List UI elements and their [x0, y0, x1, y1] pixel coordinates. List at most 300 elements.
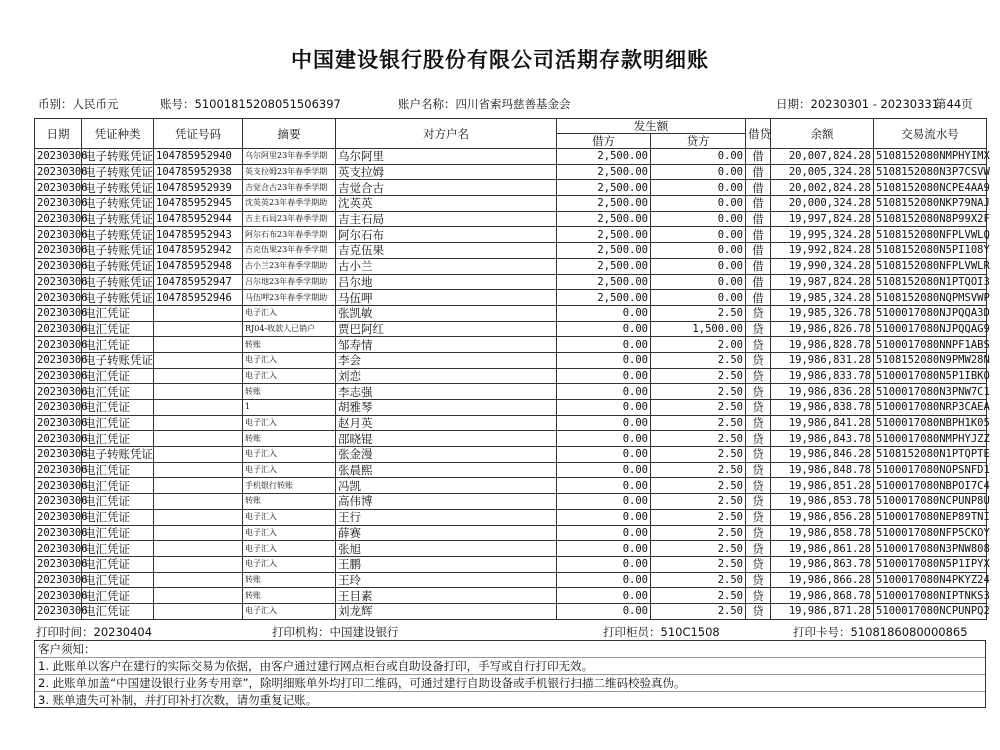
cell-serial: 5100017080NJPQQAG9: [874, 321, 987, 337]
table-row: [35, 400, 987, 416]
cell-dc: 贷: [746, 415, 771, 431]
cell-serial: 5100017080NCPUNP8U: [874, 494, 987, 510]
cell-counterparty: 冯凯: [336, 478, 557, 494]
cell-voucher-no: [154, 603, 243, 619]
cell-voucher-type: 电汇凭证: [82, 305, 154, 321]
cell-credit: 2.50: [651, 588, 746, 604]
table-row: [35, 149, 987, 165]
cell-counterparty: 李志强: [336, 384, 557, 400]
col-date: 日期: [35, 119, 82, 149]
cell-voucher-type: 电汇凭证: [82, 321, 154, 337]
cell-voucher-no: [154, 462, 243, 478]
cell-dc: 借: [746, 149, 771, 165]
cell-dc: 贷: [746, 509, 771, 525]
cell-serial: 5108152080NFPLVWLR: [874, 258, 987, 274]
cell-dc: 贷: [746, 525, 771, 541]
cell-summary: 电子汇入: [243, 525, 336, 541]
cell-counterparty: 张凯敏: [336, 305, 557, 321]
table-row: [35, 462, 987, 478]
cell-credit: 0.00: [651, 196, 746, 212]
cell-balance: 19,986,866.28: [771, 572, 874, 588]
cell-serial: 5100017080NBPOI7C4: [874, 478, 987, 494]
cell-debit: 0.00: [557, 478, 651, 494]
cell-voucher-type: 电子转账凭证: [82, 227, 154, 243]
cell-dc: 借: [746, 164, 771, 180]
cell-dc: 借: [746, 258, 771, 274]
cell-balance: 19,986,831.28: [771, 352, 874, 368]
cell-date: 20230306: [35, 494, 82, 510]
cell-dc: 借: [746, 196, 771, 212]
table-row: [35, 227, 987, 243]
cell-date: 20230306: [35, 478, 82, 494]
cell-balance: 19,986,841.28: [771, 415, 874, 431]
cell-balance: 19,987,824.28: [771, 274, 874, 290]
cell-balance: 19,986,856.28: [771, 509, 874, 525]
print-time: 打印时间：20230404: [36, 625, 153, 639]
cell-counterparty: 王鹏: [336, 556, 557, 572]
cell-date: 20230306: [35, 572, 82, 588]
cell-summary: 电子汇入: [243, 447, 336, 463]
col-dc: 借贷: [746, 119, 771, 149]
cell-date: 20230306: [35, 588, 82, 604]
cell-voucher-no: 104785952946: [154, 290, 243, 306]
cell-credit: 2.50: [651, 305, 746, 321]
cell-serial: 5100017080NOPSNFD1: [874, 462, 987, 478]
table-row: [35, 274, 987, 290]
cell-counterparty: 刘恋: [336, 368, 557, 384]
table-row: [35, 164, 987, 180]
cell-serial: 5100017080NFP5CKOY: [874, 525, 987, 541]
cell-voucher-type: 电子转账凭证: [82, 447, 154, 463]
cell-credit: 0.00: [651, 258, 746, 274]
cell-credit: 0.00: [651, 164, 746, 180]
cell-debit: 0.00: [557, 588, 651, 604]
cell-credit: 0.00: [651, 227, 746, 243]
cell-credit: 2.50: [651, 415, 746, 431]
cell-summary: 电子汇入: [243, 352, 336, 368]
cell-counterparty: 张晨熙: [336, 462, 557, 478]
cell-dc: 贷: [746, 384, 771, 400]
cell-voucher-type: 电汇凭证: [82, 572, 154, 588]
cell-date: 20230306: [35, 525, 82, 541]
cell-counterparty: 王目素: [336, 588, 557, 604]
cell-date: 20230306: [35, 274, 82, 290]
cell-summary: 电子汇入: [243, 305, 336, 321]
cell-serial: 5108152080N9PMW28N: [874, 352, 987, 368]
cell-serial: 5100017080N4PKYZ24: [874, 572, 987, 588]
table-row: [35, 415, 987, 431]
table-row: [35, 321, 987, 337]
cell-date: 20230306: [35, 509, 82, 525]
cell-voucher-no: [154, 447, 243, 463]
col-counterparty: 对方户名: [336, 119, 557, 149]
cell-summary: 古小兰23年春季学期助: [243, 258, 336, 274]
cell-debit: 0.00: [557, 400, 651, 416]
cell-credit: 2.50: [651, 572, 746, 588]
cell-balance: 19,986,838.78: [771, 400, 874, 416]
account-number: 账号：51001815208051506397: [160, 97, 341, 111]
cell-dc: 贷: [746, 572, 771, 588]
cell-counterparty: 乌尔阿里: [336, 149, 557, 165]
notes-item: 2. 此账单加盖“中国建设银行业务专用章”，除明细账单外均打印二维码，可通过建行自助设备或手机银行扫描二维码校验真伪。: [35, 675, 985, 692]
cell-date: 20230306: [35, 556, 82, 572]
cell-credit: 2.50: [651, 368, 746, 384]
table-row: [35, 494, 987, 510]
cell-serial: 5100017080NIPTNKS3: [874, 588, 987, 604]
cell-voucher-no: [154, 572, 243, 588]
cell-dc: 贷: [746, 305, 771, 321]
ledger-table: [34, 118, 990, 620]
cell-balance: 19,986,836.28: [771, 384, 874, 400]
cell-voucher-no: 104785952940: [154, 149, 243, 165]
cell-debit: 0.00: [557, 509, 651, 525]
cell-voucher-type: 电汇凭证: [82, 384, 154, 400]
cell-credit: 2.00: [651, 337, 746, 353]
cell-voucher-type: 电子转账凭证: [82, 211, 154, 227]
cell-voucher-type: 电汇凭证: [82, 588, 154, 604]
cell-date: 20230306: [35, 431, 82, 447]
cell-date: 20230306: [35, 243, 82, 259]
table-row: [35, 258, 987, 274]
cell-serial: 5100017080N3PNW808: [874, 541, 987, 557]
print-org: 打印机构：中国建设银行: [272, 625, 399, 639]
cell-date: 20230306: [35, 368, 82, 384]
cell-voucher-no: [154, 400, 243, 416]
cell-dc: 贷: [746, 603, 771, 619]
cell-counterparty: 马伍呷: [336, 290, 557, 306]
cell-date: 20230306: [35, 337, 82, 353]
cell-balance: 19,986,871.28: [771, 603, 874, 619]
cell-voucher-no: [154, 509, 243, 525]
cell-credit: 2.50: [651, 509, 746, 525]
cell-debit: 2,500.00: [557, 258, 651, 274]
cell-debit: 2,500.00: [557, 196, 651, 212]
cell-dc: 借: [746, 274, 771, 290]
cell-dc: 贷: [746, 541, 771, 557]
table-row: [35, 525, 987, 541]
table-row: [35, 243, 987, 259]
cell-voucher-no: [154, 556, 243, 572]
cell-date: 20230306: [35, 196, 82, 212]
page-number: 第44页: [935, 97, 973, 111]
cell-summary: 电子汇入: [243, 556, 336, 572]
cell-voucher-type: 电子转账凭证: [82, 258, 154, 274]
cell-summary: 电子汇入: [243, 541, 336, 557]
cell-serial: 5100017080N5P1IPYX: [874, 556, 987, 572]
cell-serial: 5100017080N5P1IBKO: [874, 368, 987, 384]
cell-voucher-type: 电子转账凭证: [82, 290, 154, 306]
table-row: [35, 556, 987, 572]
cell-balance: 19,997,824.28: [771, 211, 874, 227]
cell-serial: 5100017080NEP89TNI: [874, 509, 987, 525]
cell-debit: 0.00: [557, 305, 651, 321]
cell-voucher-no: [154, 541, 243, 557]
cell-serial: 5108152080N3P7CSVW: [874, 164, 987, 180]
cell-dc: 贷: [746, 368, 771, 384]
notes-item: 3. 账单遗失可补制，并打印补打次数，请勿重复记账。: [38, 693, 318, 707]
cell-counterparty: 张旭: [336, 541, 557, 557]
col-balance: 余额: [771, 119, 874, 149]
cell-date: 20230306: [35, 227, 82, 243]
cell-voucher-no: [154, 352, 243, 368]
cell-voucher-no: 104785952944: [154, 211, 243, 227]
cell-debit: 0.00: [557, 352, 651, 368]
cell-credit: 2.50: [651, 541, 746, 557]
cell-credit: 2.50: [651, 400, 746, 416]
cell-credit: 2.50: [651, 556, 746, 572]
cell-date: 20230306: [35, 462, 82, 478]
cell-counterparty: 李会: [336, 352, 557, 368]
table-row: [35, 509, 987, 525]
table-row: [35, 603, 987, 619]
cell-voucher-type: 电汇凭证: [82, 541, 154, 557]
cell-debit: 0.00: [557, 337, 651, 353]
cell-dc: 借: [746, 211, 771, 227]
cell-counterparty: 贾巴阿红: [336, 321, 557, 337]
cell-balance: 20,002,824.28: [771, 180, 874, 196]
cell-credit: 2.50: [651, 384, 746, 400]
col-amount-group: 发生额: [557, 119, 746, 134]
table-row: [35, 352, 987, 368]
cell-voucher-no: [154, 431, 243, 447]
cell-voucher-type: 电汇凭证: [82, 368, 154, 384]
cell-serial: 5108152080NFPLVWLQ: [874, 227, 987, 243]
cell-summary: 1: [243, 400, 336, 416]
cell-counterparty: 吉克伍果: [336, 243, 557, 259]
cell-debit: 0.00: [557, 525, 651, 541]
cell-debit: 2,500.00: [557, 149, 651, 165]
cell-debit: 0.00: [557, 556, 651, 572]
cell-credit: 0.00: [651, 243, 746, 259]
cell-debit: 2,500.00: [557, 180, 651, 196]
ledger-body: [35, 149, 990, 620]
cell-serial: 5108152080NKP79NAJ: [874, 196, 987, 212]
cell-summary: 转账: [243, 494, 336, 510]
cell-serial: 5100017080NBPH1K05: [874, 415, 987, 431]
cell-voucher-no: [154, 305, 243, 321]
cell-voucher-type: 电子转账凭证: [82, 243, 154, 259]
cell-date: 20230306: [35, 305, 82, 321]
cell-credit: 2.50: [651, 478, 746, 494]
cell-dc: 借: [746, 227, 771, 243]
document-title: 中国建设银行股份有限公司活期存款明细账: [291, 48, 709, 72]
cell-debit: 2,500.00: [557, 243, 651, 259]
cell-credit: 2.50: [651, 431, 746, 447]
cell-serial: 5100017080NRP3CAEA: [874, 400, 987, 416]
print-counter: 打印柜员：510C1508: [603, 625, 720, 639]
table-row: [35, 478, 987, 494]
customer-notes: [34, 640, 986, 708]
cell-debit: 0.00: [557, 431, 651, 447]
cell-debit: 0.00: [557, 603, 651, 619]
cell-dc: 贷: [746, 447, 771, 463]
cell-voucher-no: [154, 525, 243, 541]
table-row: [35, 447, 987, 463]
cell-balance: 19,986,848.78: [771, 462, 874, 478]
table-row: [35, 180, 987, 196]
cell-voucher-type: 电子转账凭证: [82, 196, 154, 212]
cell-credit: 2.50: [651, 603, 746, 619]
cell-counterparty: 阿尔石布: [336, 227, 557, 243]
cell-voucher-no: 104785952943: [154, 227, 243, 243]
cell-voucher-type: 电汇凭证: [82, 400, 154, 416]
cell-serial: 5108152080N1PTQOI3: [874, 274, 987, 290]
cell-counterparty: 沈英英: [336, 196, 557, 212]
cell-balance: 19,986,853.78: [771, 494, 874, 510]
cell-balance: 19,990,324.28: [771, 258, 874, 274]
cell-date: 20230306: [35, 290, 82, 306]
table-row: [35, 368, 987, 384]
cell-voucher-type: 电汇凭证: [82, 509, 154, 525]
table-row: [35, 431, 987, 447]
cell-balance: 20,007,824.28: [771, 149, 874, 165]
cell-credit: 2.50: [651, 494, 746, 510]
cell-date: 20230306: [35, 149, 82, 165]
cell-voucher-type: 电汇凭证: [82, 431, 154, 447]
print-card: 打印卡号：5108186080000865: [793, 625, 968, 639]
cell-summary: 手机银行转账: [243, 478, 336, 494]
cell-voucher-type: 电子转账凭证: [82, 352, 154, 368]
cell-counterparty: 王行: [336, 509, 557, 525]
notes-heading: 客户须知：: [35, 641, 985, 658]
cell-dc: 贷: [746, 494, 771, 510]
cell-debit: 2,500.00: [557, 211, 651, 227]
cell-date: 20230306: [35, 415, 82, 431]
col-voucher-no: 凭证号码: [154, 119, 243, 149]
notes-item: 1. 此账单以客户在建行的实际交易为依据，由客户通过建行网点柜台或自助设备打印，手写或自行打印无效。: [35, 658, 985, 675]
cell-dc: 贷: [746, 462, 771, 478]
cell-summary: 沈英英23年春季学期助: [243, 196, 336, 212]
cell-dc: 借: [746, 290, 771, 306]
table-row: [35, 196, 987, 212]
cell-summary: 电子汇入: [243, 603, 336, 619]
cell-summary: 阿尔石布23年春季学期: [243, 227, 336, 243]
cell-balance: 19,986,828.78: [771, 337, 874, 353]
cell-voucher-no: [154, 384, 243, 400]
cell-serial: 5100017080NMPHYJZZ: [874, 431, 987, 447]
cell-voucher-type: 电汇凭证: [82, 494, 154, 510]
table-row: [35, 290, 987, 306]
cell-dc: 贷: [746, 431, 771, 447]
cell-serial: 5108152080N5PI108Y: [874, 243, 987, 259]
cell-date: 20230306: [35, 211, 82, 227]
currency-label: 币别：人民币元: [38, 97, 119, 111]
cell-serial: 5108152080N1PTQPTE: [874, 447, 987, 463]
cell-voucher-no: [154, 321, 243, 337]
cell-summary: 英支拉姆23年春季学期: [243, 164, 336, 180]
cell-summary: 电子汇入: [243, 415, 336, 431]
cell-voucher-type: 电子转账凭证: [82, 274, 154, 290]
cell-voucher-type: 电汇凭证: [82, 462, 154, 478]
cell-balance: 19,986,843.78: [771, 431, 874, 447]
table-row: [35, 541, 987, 557]
cell-summary: RJ04-收款人已销户: [243, 321, 336, 337]
cell-counterparty: 邹寿情: [336, 337, 557, 353]
date-range: 日期：20230301 - 20230331: [776, 97, 940, 111]
cell-voucher-no: [154, 337, 243, 353]
table-row: [35, 588, 987, 604]
cell-serial: 5108152080NMPHYIMX: [874, 149, 987, 165]
cell-dc: 贷: [746, 352, 771, 368]
table-row: [35, 337, 987, 353]
cell-summary: 吉主石局23年春季学期: [243, 211, 336, 227]
cell-summary: 转账: [243, 337, 336, 353]
cell-balance: 20,000,324.28: [771, 196, 874, 212]
cell-balance: 20,005,324.28: [771, 164, 874, 180]
cell-credit: 0.00: [651, 180, 746, 196]
cell-voucher-no: [154, 588, 243, 604]
cell-summary: 吉克伍果23年春季学期: [243, 243, 336, 259]
cell-credit: 2.50: [651, 462, 746, 478]
cell-dc: 贷: [746, 588, 771, 604]
cell-credit: 0.00: [651, 290, 746, 306]
cell-date: 20230306: [35, 384, 82, 400]
cell-debit: 0.00: [557, 415, 651, 431]
col-voucher-type: 凭证种类: [82, 119, 154, 149]
cell-serial: 5108152080NQPMSVWP: [874, 290, 987, 306]
cell-credit: 0.00: [651, 274, 746, 290]
cell-balance: 19,986,861.28: [771, 541, 874, 557]
cell-voucher-type: 电汇凭证: [82, 337, 154, 353]
cell-voucher-no: [154, 478, 243, 494]
cell-balance: 19,985,324.28: [771, 290, 874, 306]
col-serial: 交易流水号: [874, 119, 987, 149]
cell-balance: 19,986,851.28: [771, 478, 874, 494]
cell-debit: 0.00: [557, 321, 651, 337]
account-name: 账户名称：四川省索玛慈善基金会: [398, 97, 571, 111]
cell-voucher-no: 104785952945: [154, 196, 243, 212]
cell-serial: 5108152080NCPE4AA9: [874, 180, 987, 196]
cell-balance: 19,985,326.78: [771, 305, 874, 321]
cell-balance: 19,986,846.28: [771, 447, 874, 463]
cell-date: 20230306: [35, 400, 82, 416]
cell-summary: 转账: [243, 431, 336, 447]
cell-credit: 0.00: [651, 149, 746, 165]
cell-dc: 借: [746, 180, 771, 196]
cell-debit: 2,500.00: [557, 290, 651, 306]
cell-serial: 5108152080N8P99X2F: [874, 211, 987, 227]
cell-date: 20230306: [35, 603, 82, 619]
cell-balance: 19,986,868.78: [771, 588, 874, 604]
cell-voucher-type: 电汇凭证: [82, 415, 154, 431]
cell-credit: 2.50: [651, 352, 746, 368]
cell-voucher-no: 104785952947: [154, 274, 243, 290]
cell-debit: 0.00: [557, 368, 651, 384]
cell-voucher-no: 104785952938: [154, 164, 243, 180]
cell-counterparty: 胡雅琴: [336, 400, 557, 416]
cell-dc: 贷: [746, 337, 771, 353]
cell-counterparty: 吉主石局: [336, 211, 557, 227]
cell-voucher-no: 104785952939: [154, 180, 243, 196]
cell-balance: 19,986,863.78: [771, 556, 874, 572]
cell-counterparty: 赵月英: [336, 415, 557, 431]
cell-summary: 电子汇入: [243, 368, 336, 384]
cell-debit: 0.00: [557, 384, 651, 400]
cell-date: 20230306: [35, 352, 82, 368]
cell-serial: 5100017080N3PNW7C1: [874, 384, 987, 400]
cell-counterparty: 英支拉姆: [336, 164, 557, 180]
cell-voucher-no: [154, 494, 243, 510]
cell-balance: 19,995,324.28: [771, 227, 874, 243]
cell-date: 20230306: [35, 321, 82, 337]
table-row: [35, 305, 987, 321]
cell-summary: 转账: [243, 588, 336, 604]
cell-credit: 2.50: [651, 447, 746, 463]
cell-date: 20230306: [35, 180, 82, 196]
cell-voucher-type: 电子转账凭证: [82, 164, 154, 180]
cell-voucher-no: [154, 368, 243, 384]
cell-voucher-type: 电子转账凭证: [82, 149, 154, 165]
